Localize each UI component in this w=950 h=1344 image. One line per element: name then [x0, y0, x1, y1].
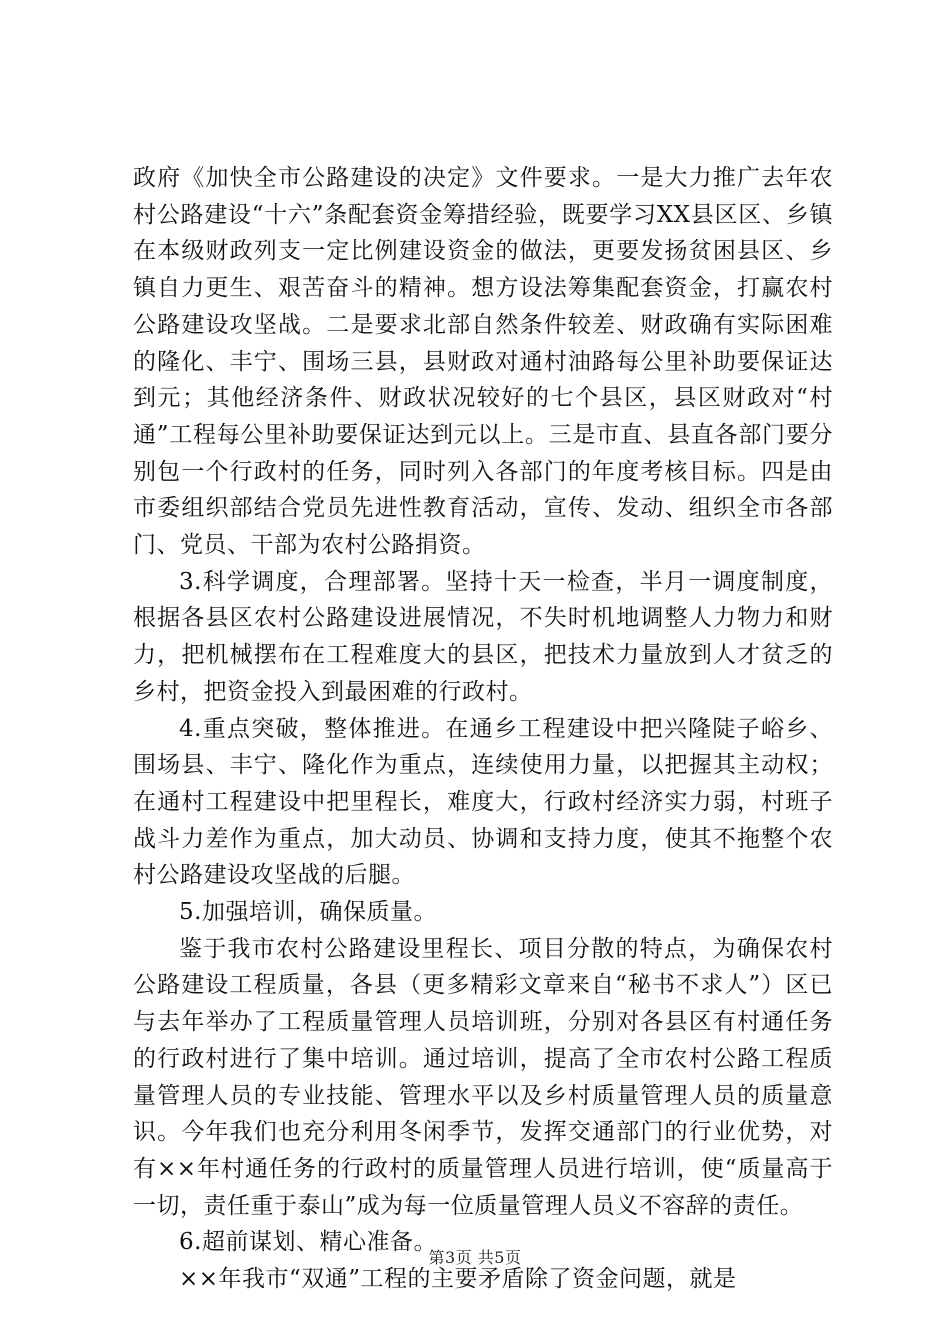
paragraph-key-breakthrough: 4.重点突破，整体推进。在通乡工程建设中把兴隆陡子峪乡、围场县、丰宁、隆化作为重点，连续使用力量，以把握其主动权；在通村工程建设中把里程长，难度大，行政村经济实力弱，村班子战斗力差作为重点，加大动员、协调和支持力度，使其不拖整个农村公路建设攻坚战的后腿。 — [133, 715, 833, 889]
heading-advance-planning: 6.超前谋划、精心准备。 — [179, 1229, 437, 1256]
heading-training-quality: 5.加强培训，确保质量。 — [179, 899, 437, 926]
page-number-footer: 第3页 共5页 — [428, 1248, 522, 1267]
paragraph-double-access: ××年我市“双通”工程的主要矛盾除了资金问题，就是 — [179, 1266, 737, 1293]
paragraph-scheduling: 3.科学调度，合理部署。坚持十天一检查，半月一调度制度，根据各县区农村公路建设进展情况，不失时机地调整人力物力和财力，把机械摆布在工程难度大的县区，把技术力量放到人才贫乏的乡村，把资金投入到最困难的行政村。 — [133, 568, 833, 705]
document-body — [133, 160, 833, 1298]
paragraph-funding-requirements: 政府《加快全市公路建设的决定》文件要求。一是大力推广去年农村公路建设“十六”条配套资金筹措经验，既要学习XX县区区、乡镇在本级财政列支一定比例建设资金的做法，更要发扬贫困县区、乡镇自力更生、艰苦奋斗的精神。想方设法筹集配套资金，打赢农村公路建设攻坚战。二是要求北部自然条件较差、财政确有实际困难的隆化、丰宁、围场三县，县财政对通村油路每公里补助要保证达到元；其他经济条件、财政状况较好的七个县区，县区财政对“村通”工程每公里补助要保证达到元以上。三是市直、县直各部门要分别包一个行政村的任务，同时列入各部门的年度考核目标。四是由市委组织部结合党员先进性教育活动，宣传、发动、组织全市各部门、党员、干部为农村公路捐资。 — [133, 165, 833, 559]
paragraph-training: 鉴于我市农村公路建设里程长、项目分散的特点，为确保农村公路建设工程质量，各县（更多精彩文章来自“秘书不求人”）区已与去年举办了工程质量管理人员培训班，分别对各县区有村通任务的行政村进行了集中培训。通过培训，提高了全市农村公路工程质量管理人员的专业技能、管理水平以及乡村质量管理人员的质量意识。今年我们也充分利用冬闲季节，发挥交通部门的行业优势，对有××年村通任务的行政村的质量管理人员进行培训，使“质量高于一切，责任重于泰山”成为每一位质量管理人员义不容辞的责任。 — [133, 935, 833, 1219]
